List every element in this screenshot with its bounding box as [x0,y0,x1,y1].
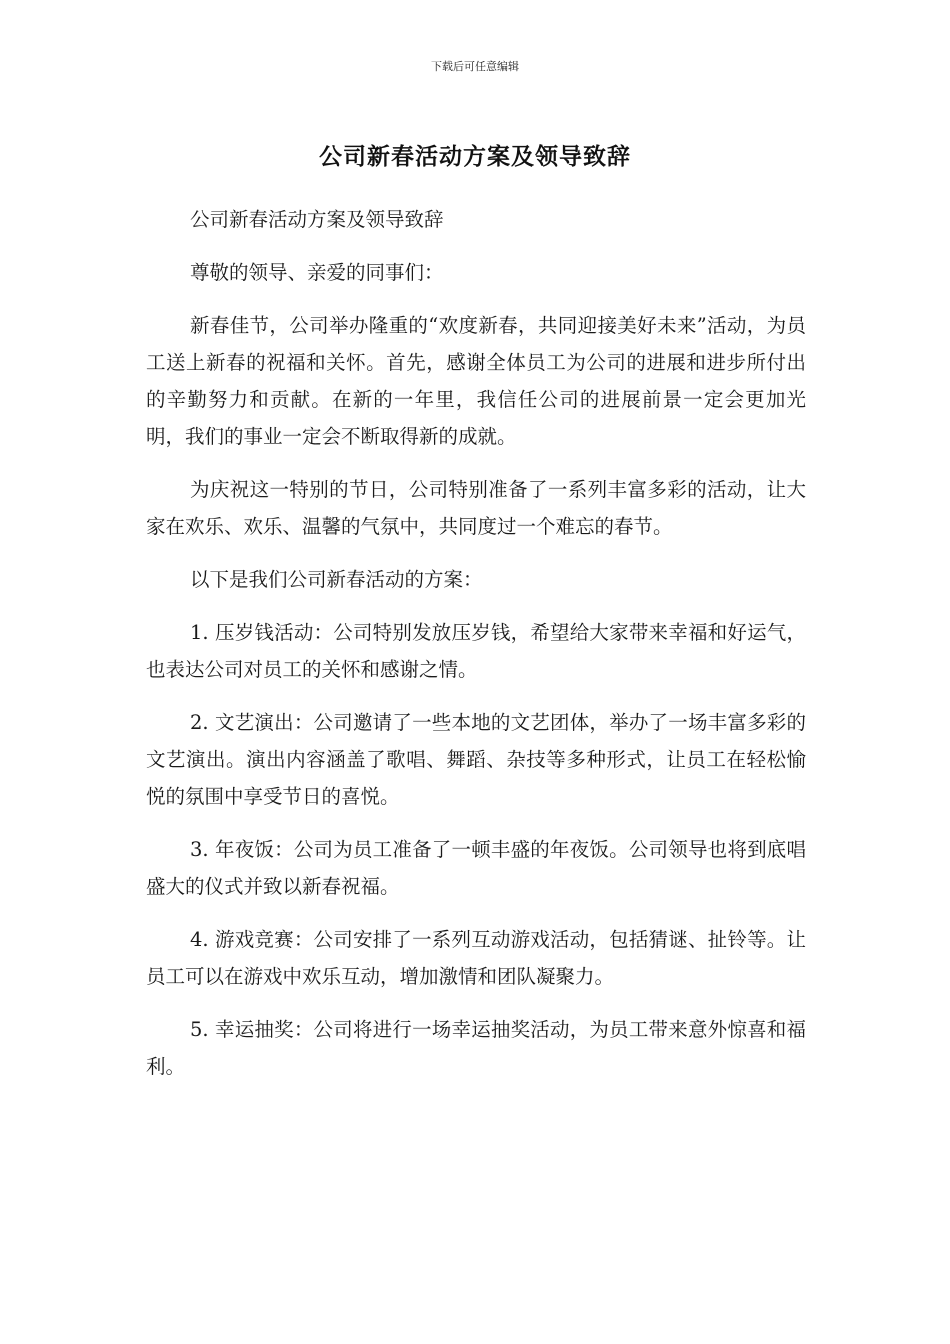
plan-item-4: 4. 游戏竞赛：公司安排了一系列互动游戏活动，包括猜谜、扯铃等。让员工可以在游戏中欢乐互动，增加激情和团队凝聚力。 [146,928,806,988]
plan-item-1: 1. 压岁钱活动：公司特别发放压岁钱，希望给大家带来幸福和好运气，也表达公司对员工的关怀和感谢之情。 [146,621,806,681]
document-title: 公司新春活动方案及领导致辞 [319,144,631,170]
body-paragraph-intro: 新春佳节，公司举办隆重的“欢度新春，共同迎接美好未来”活动，为员工送上新春的祝福和关怀。首先，感谢全体员工为公司的进展和进步所付出的辛勤努力和贡献。在新的一年里，我信任公司的进展前景一定会更加光明，我们的事业一定会不断取得新的成就。 [146,314,806,448]
body-paragraph-celebration: 为庆祝这一特别的节日，公司特别准备了一系列丰富多彩的活动，让大家在欢乐、欢乐、温馨的气氛中，共同度过一个难忘的春节。 [146,478,806,538]
body-paragraph-plan-intro: 以下是我们公司新春活动的方案： [190,568,483,591]
body-paragraph-subtitle: 公司新春活动方案及领导致辞 [190,208,444,231]
body-paragraph-salutation: 尊敬的领导、亲爱的同事们： [190,261,444,284]
plan-item-5: 5. 幸运抽奖：公司将进行一场幸运抽奖活动，为员工带来意外惊喜和福利。 [146,1018,806,1078]
plan-item-2: 2. 文艺演出：公司邀请了一些本地的文艺团体，举办了一场丰富多彩的文艺演出。演出内容涵盖了歌唱、舞蹈、杂技等多种形式，让员工在轻松愉悦的氛围中享受节日的喜悦。 [146,711,806,808]
document-body [146,201,806,1101]
plan-item-3: 3. 年夜饭：公司为员工准备了一顿丰盛的年夜饭。公司领导也将到底唱盛大的仪式并致以新春祝福。 [146,838,806,898]
header-note: 下载后可任意编辑 [431,60,519,73]
